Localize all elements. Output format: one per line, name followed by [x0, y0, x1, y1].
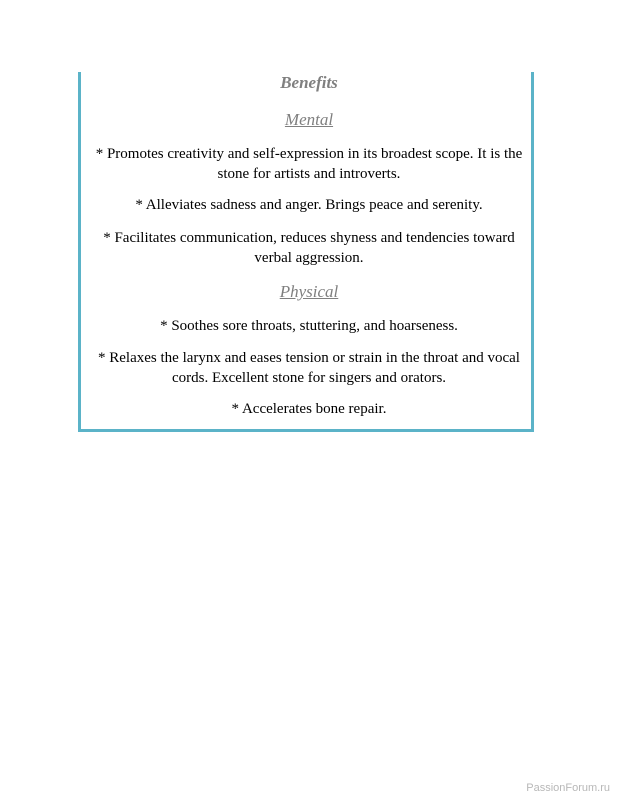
- watermark: PassionForum.ru: [526, 782, 610, 794]
- section-heading-mental: Mental: [284, 110, 334, 129]
- section-heading-physical: Physical: [279, 282, 339, 301]
- physical-item-2: * Relaxes the larynx and eases tension or strain in the throat and vocal cords. Excellent stone for singers and orators.: [98, 350, 520, 386]
- benefits-title: Benefits: [280, 73, 338, 92]
- mental-item-3: * Facilitates communication, reduces shyness and tendencies toward verbal aggression.: [103, 230, 515, 266]
- mental-item-2: * Alleviates sadness and anger. Brings peace and serenity.: [135, 197, 483, 213]
- benefits-box: [78, 72, 534, 432]
- physical-item-3: * Accelerates bone repair.: [231, 401, 387, 417]
- mental-item-1: * Promotes creativity and self-expression in its broadest scope. It is the stone for artists and introverts.: [95, 146, 523, 182]
- physical-item-1: * Soothes sore throats, stuttering, and hoarseness.: [160, 318, 458, 334]
